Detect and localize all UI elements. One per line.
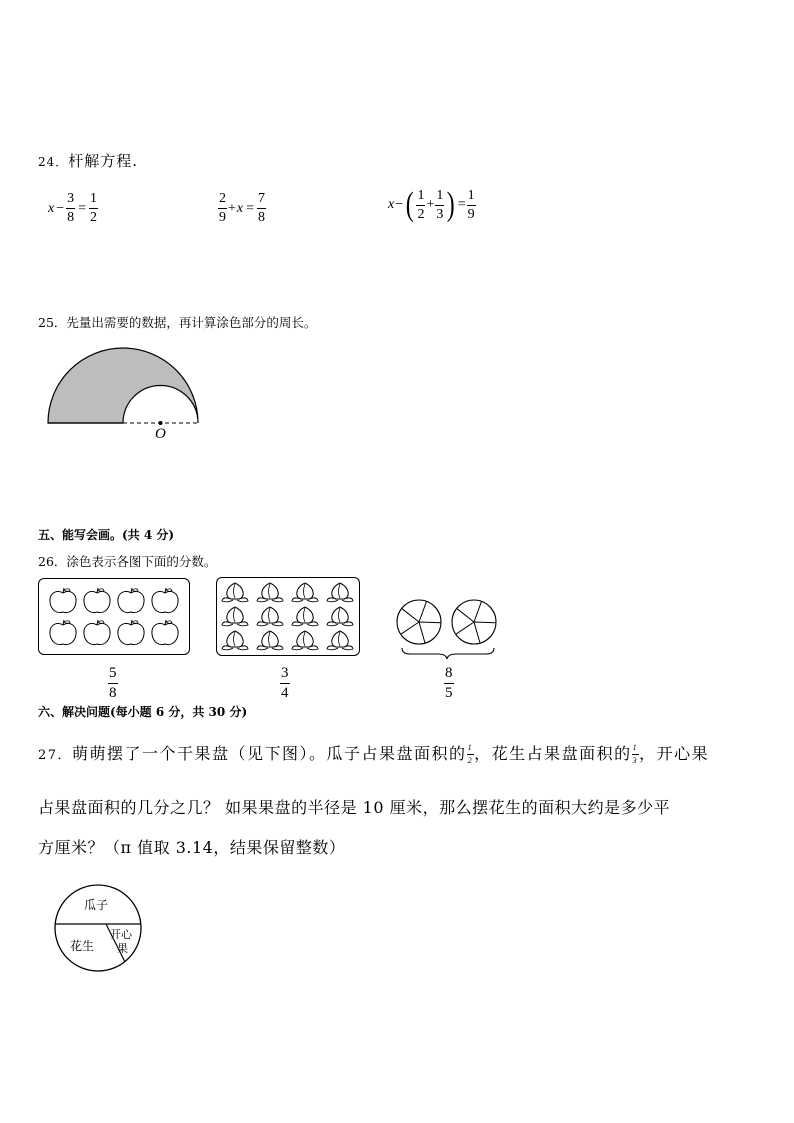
q27-line-1 bbox=[38, 741, 709, 765]
q26-heading bbox=[38, 552, 216, 570]
q24-heading bbox=[38, 150, 138, 171]
semicircle-figure bbox=[40, 340, 210, 448]
apple-grid bbox=[39, 579, 189, 654]
center-point bbox=[159, 421, 163, 425]
eq3-equals: = bbox=[457, 197, 466, 212]
eq1-frac-a: $\frac{3}{8}$ bbox=[67, 191, 75, 225]
q26-fraction-2: $\frac{3}{4}$ bbox=[281, 665, 289, 701]
peach-icon bbox=[292, 607, 318, 626]
label-huasheng: 花生 bbox=[70, 939, 95, 953]
brace bbox=[402, 648, 494, 659]
peach-icon bbox=[222, 583, 248, 602]
eq3-plus: + bbox=[426, 197, 435, 212]
shaded-region bbox=[48, 348, 198, 423]
eq3-frac-c: $\frac{1}{9}$ bbox=[467, 187, 475, 222]
apple-icon bbox=[84, 588, 110, 613]
q26-number: 26． bbox=[38, 554, 67, 569]
q27-text-a: 萌萌摆了一个干果盘（见下图）。瓜子占果盘面积的 bbox=[72, 744, 467, 763]
sector-line bbox=[419, 622, 425, 643]
peach-icon bbox=[327, 607, 353, 626]
q24-equation-3 bbox=[388, 188, 476, 222]
eq2-var: x bbox=[236, 200, 244, 216]
sector-line bbox=[402, 608, 419, 622]
eq2-plus: + bbox=[228, 200, 236, 216]
label-kaixinguo-1: 开心 bbox=[110, 928, 132, 941]
eq3-minus: − bbox=[395, 197, 404, 212]
section-5-title: 五、能写会画。(共 4 分) bbox=[38, 528, 175, 542]
eq1-frac-b: $\frac{1}{2}$ bbox=[90, 191, 98, 225]
q24-equation-2 bbox=[218, 192, 266, 225]
eq3-var: x bbox=[388, 197, 395, 212]
peach-icon bbox=[222, 607, 248, 626]
eq3-frac-a: $\frac{1}{2}$ bbox=[417, 187, 425, 222]
eq1-equals: = bbox=[78, 200, 87, 216]
peach-icon bbox=[222, 631, 248, 650]
peach-icon bbox=[257, 607, 283, 626]
peach-icon bbox=[327, 583, 353, 602]
sector-circle bbox=[397, 600, 441, 644]
eq2-frac-b: $\frac{7}{8}$ bbox=[258, 191, 266, 225]
q26-fraction-3: $\frac{8}{5}$ bbox=[445, 665, 453, 701]
sector-line bbox=[456, 622, 474, 634]
apple-box bbox=[38, 578, 190, 655]
q27-line-3: 方厘米？（π 值取 3.14，结果保留整数） bbox=[38, 838, 346, 857]
apple-icon bbox=[84, 620, 110, 645]
q25-heading bbox=[38, 313, 316, 331]
q25-title: 先量出需要的数据，再计算涂色部分的周长。 bbox=[66, 315, 317, 330]
label-kaixinguo-2: 果 bbox=[117, 942, 128, 955]
q24-equation-1 bbox=[48, 192, 98, 225]
q24-number: 24． bbox=[38, 155, 69, 169]
eq3-left-paren: ( bbox=[405, 186, 414, 223]
sector-circles bbox=[394, 598, 500, 660]
peach-icon bbox=[292, 631, 318, 650]
q27-fraction-half: $\frac{1}{2}$ bbox=[467, 743, 474, 765]
sector-line bbox=[474, 622, 496, 623]
peach-grid bbox=[217, 578, 359, 655]
apple-icon bbox=[152, 588, 178, 613]
eq1-var: x bbox=[48, 200, 55, 216]
q27-text-c: ，开心果 bbox=[639, 744, 710, 763]
sector-line bbox=[401, 622, 419, 634]
peach-icon bbox=[257, 583, 283, 602]
apple-icon bbox=[118, 588, 144, 613]
q26-fraction-1: $\frac{5}{8}$ bbox=[109, 665, 117, 701]
peach-icon bbox=[257, 631, 283, 650]
section-6-title: 六、解决问题(每小题 6 分，共 30 分) bbox=[38, 705, 248, 719]
apple-icon bbox=[50, 620, 76, 645]
sector-line bbox=[419, 601, 427, 622]
sector-line bbox=[457, 608, 474, 622]
q24-title: 杆解方程. bbox=[68, 152, 139, 170]
label-guazi: 瓜子 bbox=[84, 898, 109, 912]
peach-icon bbox=[327, 631, 353, 650]
q27-line-2: 占果盘面积的几分之几？ 如果果盘的半径是 10 厘米，那么摆花生的面积大约是多少平 bbox=[38, 798, 671, 817]
center-label-o: O bbox=[155, 426, 166, 442]
sector-circle bbox=[452, 600, 496, 644]
peach-icon bbox=[292, 583, 318, 602]
eq3-right-paren: ) bbox=[447, 186, 455, 223]
q27-fraction-third: $\frac{1}{3}$ bbox=[632, 743, 639, 765]
q27-number: 27． bbox=[38, 748, 73, 763]
sector-line bbox=[419, 622, 441, 623]
eq2-equals: = bbox=[246, 200, 255, 216]
eq2-frac-a: $\frac{2}{9}$ bbox=[219, 191, 226, 225]
apple-icon bbox=[118, 620, 144, 645]
q26-title: 涂色表示各图下面的分数。 bbox=[66, 554, 217, 569]
q27-text-b: ，花生占果盘面积的 bbox=[474, 744, 632, 763]
peach-box bbox=[216, 577, 360, 656]
apple-icon bbox=[152, 620, 178, 645]
eq3-frac-b: $\frac{1}{3}$ bbox=[436, 187, 444, 222]
apple-icon bbox=[50, 588, 76, 613]
q25-number: 25． bbox=[38, 315, 67, 330]
sector-line bbox=[474, 601, 482, 622]
sector-line bbox=[474, 622, 480, 643]
eq1-minus: − bbox=[56, 200, 65, 216]
